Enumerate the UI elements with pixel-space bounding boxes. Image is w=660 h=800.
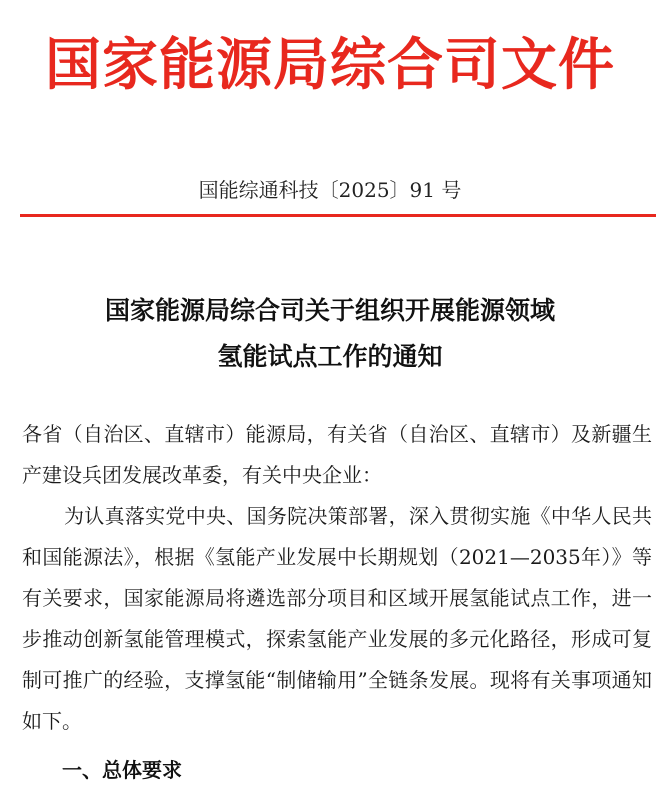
document-number: 国能综通科技〔2025〕91 号 bbox=[198, 178, 462, 202]
issuing-authority-title: 国家能源局综合司文件 bbox=[45, 33, 615, 98]
addressee-paragraph: 各省（自治区、直辖市）能源局，有关省（自治区、直辖市）及新疆生产建设兵团发展改革委，有关中央企业： bbox=[22, 422, 652, 487]
red-divider-line bbox=[20, 214, 656, 217]
notice-title-line-2: 氢能试点工作的通知 bbox=[217, 342, 443, 371]
body-paragraph: 为认真落实党中央、国务院决策部署，深入贯彻实施《中华人民共和国能源法》，根据《氢能产业发展中长期规划（2021—2035年）》等有关要求，国家能源局将遴选部分项目和区域开展氢能试点工作，进一步推动创新氢能管理模式，探索氢能产业发展的多元化路径，形成可复制可推广的经验，支撑氢能“制储输用”全链条发展。现将有关事项通知如下。 bbox=[22, 504, 652, 733]
document-body bbox=[22, 414, 652, 742]
notice-title-line-1: 国家能源局综合司关于组织开展能源领域 bbox=[104, 296, 555, 325]
notice-title bbox=[0, 288, 660, 380]
section-heading: 一、总体要求 bbox=[62, 758, 182, 782]
